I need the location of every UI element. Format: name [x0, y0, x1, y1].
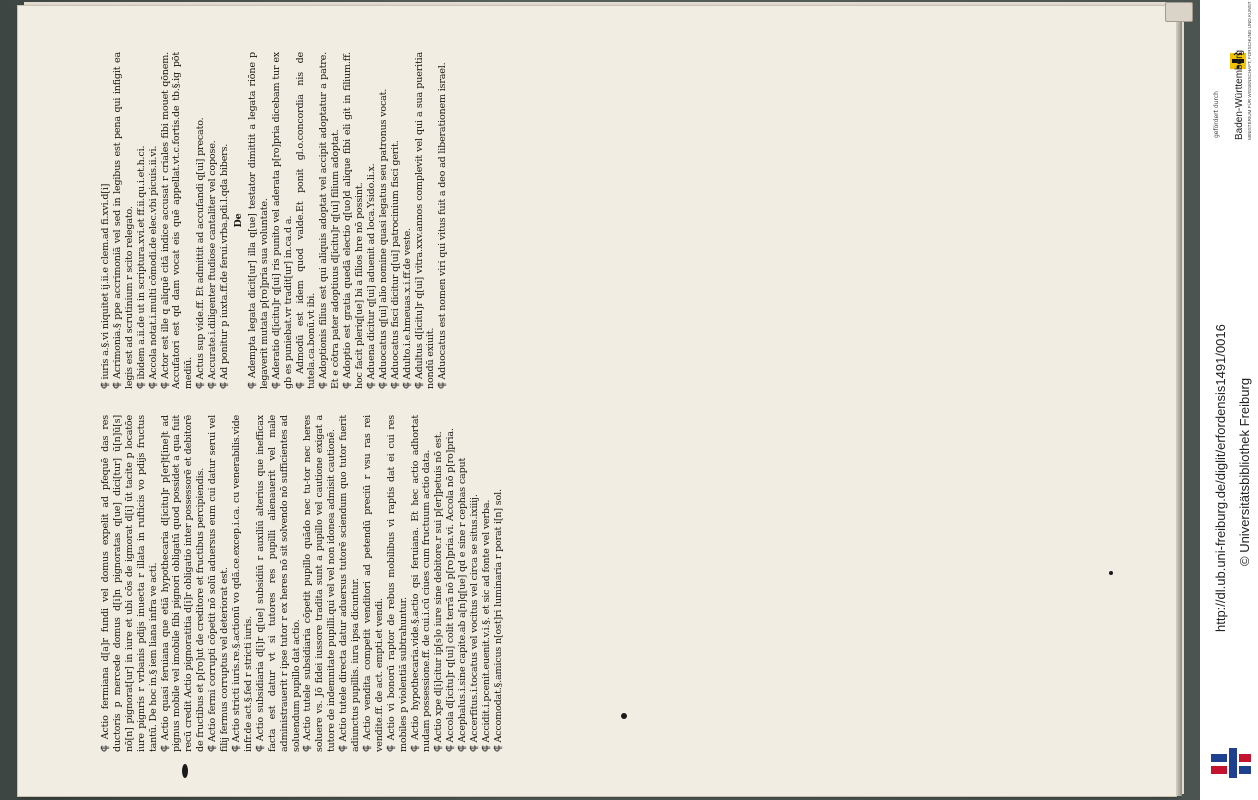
paragraph-mark-icon: ⸿	[111, 378, 123, 389]
paragraph-mark-icon: ⸿	[254, 741, 266, 752]
paragraph-mark-icon: ⸿	[413, 379, 425, 389]
entry-text: Aduocatus q[ui] alio nomine quasi legatus seu patronus vocat.	[377, 88, 389, 380]
entry-text: Actio fermiana d[a]r fundi vel domus expelit ad pfequē das res ductoris p mercede domus d[i]n pignoratas q[ue] dici[tur] ū[n]ū[s] nō[n] pignorat[ur] in iure et ubi cōs de igmorat d[i] ūt tacite p locatōe iure pignris r vrbanis pdijs inuecta r illata in rufticis vo pdijs fructus tantū. De hoc in.§ iem liana infra ve acti.	[100, 415, 159, 752]
paragraph-mark-icon: ⸿	[147, 379, 159, 389]
entry-paragraph	[148, 52, 160, 389]
entry-paragraph	[195, 52, 207, 389]
paragraph-mark-icon: ⸿	[207, 741, 219, 752]
section-heading: De	[232, 213, 244, 228]
entry-text: Adultus d[icitu]r q[ui] vitra.xxv.annos complevit vel qui a sua pueritia nondū exiuit.	[413, 52, 437, 389]
paragraph-mark-icon: ⸿	[409, 739, 421, 752]
entry-paragraph	[338, 415, 362, 752]
entry-paragraph	[481, 415, 493, 752]
paragraph-mark-icon: ⸿	[302, 740, 314, 752]
paragraph-mark-icon: ⸿	[401, 379, 413, 389]
entry-text: Accomodat.§.amicus n[ost]ri luminaria r porat i[n] sol.	[492, 489, 504, 743]
paragraph-mark-icon: ⸿	[365, 379, 377, 389]
paragraph-mark-icon: ⸿	[135, 379, 147, 389]
entry-text: Aderatio d[icitu]r q[ui] ris punito vel aderata p[ro]pria dicebam tur ex gb es puniebat.vr tradit[ur] in.ca.d a.	[270, 52, 294, 389]
entry-paragraph	[469, 415, 481, 752]
entry-text: Actio xpe d[i]citur ip[s]o iure sine debitore.r sui p[er]petuis nō est.	[433, 431, 445, 743]
funding-label: gefördert durch	[1213, 91, 1220, 138]
entry-text: Adempta legata dicit[ur] illa q[ue] testator dimittit a legata riōne p legaverit mutata p[ro]pria sua voluntate.	[246, 52, 270, 389]
entry-paragraph	[207, 52, 219, 389]
entry-paragraph	[207, 415, 231, 752]
paragraph-mark-icon: ⸿	[195, 379, 207, 389]
ub-freiburg-logo-icon	[1208, 746, 1254, 782]
entry-text: Adulto.i.e.hmeuas.x.i.ff.de veste.	[401, 227, 413, 380]
entry-paragraph	[160, 52, 196, 389]
paragraph-mark-icon: ⸿	[338, 741, 350, 752]
text-column-right	[100, 52, 1140, 389]
entry-text: Actio quasi feruiana que etiā hypothecaria d[icitu]r p[er]t[ine]t ad pignus mobile vel imobile fibi pignori obligatū quod possidet a qua fuit recū credit Actio pignoratitia d[i]r obligatio inter possessorē et debitorē de fructibus et p[ro]ut de creditore et fructibus percipiendis.	[159, 415, 207, 752]
entry-paragraph	[386, 415, 410, 752]
entry-paragraph	[366, 52, 378, 389]
entry-text: Actio tutele directa datur aduersus tutorē sciendum quo tutor fuerit adiunctus pupillis. iura ipsa dicuntur.	[338, 415, 362, 752]
entry-text: Acephalus.i.sine capite.ab a[n]q[ue] qd e sine r cephas caput	[457, 457, 469, 743]
paragraph-mark-icon: ⸿	[492, 742, 504, 752]
page-edge	[1176, 6, 1182, 796]
entry-paragraph	[231, 415, 255, 752]
paragraph-mark-icon: ⸿	[294, 373, 306, 389]
entry-text: Actio fermi corrupti cōpetit nō solū aduersus eum cui datur serui vel filij fermus corruptus vel deteriorat est.	[207, 415, 231, 752]
entry-paragraph	[271, 52, 295, 389]
text-column-left	[100, 415, 1140, 752]
entry-text: Accidit.i.pcenit.euenit.v.i.§. et sic ad fonte vel verba.	[481, 499, 492, 743]
paragraph-mark-icon: ⸿	[100, 379, 111, 389]
paragraph-mark-icon: ⸿	[270, 379, 282, 389]
entry-text: Actio hypothecaria.vide.§.actio qsi feruiana. Et hec actio adhortat nudam possessione.ff. de cui.i.cū ciues cum fructuum actio data.	[409, 415, 433, 752]
entry-text: Admodū est idem quod valde.Et ponit gl.o.concordia nis de tutela.ca.bonū.vt ibi.	[294, 52, 318, 389]
entry-paragraph	[295, 52, 319, 389]
ink-dot	[621, 713, 627, 719]
entry-text: ibidem a.ii.de ut in scriptura.xvi.et ff.ii.qu.i.et.h.ci.	[135, 145, 147, 380]
ink-dot-small	[1109, 571, 1113, 575]
entry-paragraph	[414, 52, 438, 389]
entry-paragraph	[247, 52, 271, 389]
entry-text: Actio tutele subsidiaria cōpetit pupillo quādo nec tu-tor nec heres soluere vs. Jō fidei iussore tradita sunt a pupillo vel cautione exigat a tutore de indemnitate pupilli.qui vel vel non idonea admisit cautionē.	[302, 415, 338, 752]
entry-paragraph	[342, 52, 366, 389]
paragraph-mark-icon: ⸿	[159, 378, 171, 389]
entry-paragraph	[219, 52, 231, 389]
entry-paragraph	[112, 52, 136, 389]
paragraph-mark-icon: ⸿	[445, 742, 457, 752]
entry-text: Adoptio est gratia quedā electio q[uo]d alique fibi eli git in filium.ff. hoc facit pleriq[ue] bi a filios hre nō possint.	[342, 52, 366, 389]
entry-text: Actio vendita competit venditori ad petendū preciū r vsu ras rei vendite.ff. de act. empti.et vendi.	[361, 415, 385, 752]
paragraph-mark-icon: ⸿	[433, 742, 445, 752]
entry-text: iuris a.§.vi niquitet ij.ii.e clem.ad fi.xvi.d[i]	[100, 183, 111, 380]
paragraph-mark-icon: ⸿	[389, 379, 401, 389]
paragraph-mark-icon: ⸿	[469, 742, 481, 752]
entry-text: Aduena dicitur q[ui] aduenit ad loca.Ysido.li.x.	[365, 163, 377, 380]
entry-text: Actio vi bonorū raptor de rebus mobilibus vi raptis dat ei cui res mobiles p violentiā subtrahuntur.	[385, 415, 409, 752]
paragraph-mark-icon: ⸿	[385, 740, 397, 752]
entry-paragraph	[255, 415, 303, 752]
entry-paragraph	[493, 415, 505, 752]
entry-paragraph	[445, 415, 457, 752]
entry-paragraph	[402, 52, 414, 389]
entry-text: Actio subsidiaria d[i]r q[ue] subsidiū r auxiliū alterius que inefficax facta est datur vt si tutores res pupilli alienauerit vel male administrauerit r ipse tutor r ex heres nō sit solvendo nō sufficientes ad soluendum pupillo dat actio.	[254, 415, 302, 752]
entry-text: Aduocatus fisci dicitur q[ui] patrocinium fisci gerit.	[389, 140, 401, 380]
entry-paragraph	[100, 52, 112, 389]
entry-text: Accurate.i.diligenter ftudiose cantaliter vel copose.	[207, 140, 219, 380]
entry-text: Actor est ille q aliquē citā indice accusat r criales fibi mouet qōnem. Accufatori est qd dam vocat eis quē appellat.vt.c.fortis.de tb.§.ig pōt mediū.	[159, 52, 195, 389]
paragraph-mark-icon: ⸿	[457, 742, 469, 752]
page-text-block	[100, 52, 1140, 752]
paragraph-mark-icon: ⸿	[481, 742, 492, 752]
entry-text: Adoptionis filius est qui aliquis adoptat vel accipit adoptatur a patre. Et e cōtra pater adoptiuus d[icitu]r q[ui] filium adoptat.	[318, 52, 342, 389]
entry-text: Ad ponitur p iuxta.ff.de ferui.vrba.pdi.l.qda bibers.	[219, 143, 231, 380]
entry-paragraph	[136, 52, 148, 389]
entry-paragraph	[457, 415, 469, 752]
paragraph-mark-icon: ⸿	[246, 378, 258, 389]
paragraph-mark-icon: ⸿	[219, 379, 231, 389]
permalink-url[interactable]: http://dl.ub.uni-freiburg.de/diglit/erfordensis1491/0016	[1213, 324, 1228, 632]
entry-paragraph	[100, 415, 160, 752]
entry-text: Actus sup vide.ff. Et admittit ad accufandi q[ui] precato.	[195, 117, 207, 380]
paragraph-mark-icon: ⸿	[230, 742, 242, 752]
entry-paragraph	[433, 415, 445, 752]
paragraph-mark-icon: ⸿	[361, 739, 373, 752]
entry-text: Accola d[icitu]r q[ui] colit terrā nō p[ro]pria.vi. Accola nō p[ro]pria.	[445, 428, 457, 743]
entry-text: Accola notat.i.multi cōmodi.de elec.vbi picuis.ii.vi.	[147, 145, 159, 380]
entry-paragraph	[410, 415, 434, 752]
page-clip	[1165, 2, 1193, 22]
paragraph-mark-icon: ⸿	[377, 379, 389, 389]
entry-paragraph	[318, 52, 342, 389]
ministry-name: MINISTERIUM FÜR WISSENSCHAFT, FORSCHUNG UND KUNST	[1247, 1, 1252, 140]
paragraph-mark-icon: ⸿	[207, 379, 219, 389]
ink-blot	[182, 764, 188, 778]
copyright-notice: © Universitätsbibliothek Freiburg	[1237, 377, 1252, 566]
paragraph-mark-icon: ⸿	[342, 378, 354, 389]
entry-paragraph	[437, 52, 449, 389]
entry-text: Accerfitus.i.tocatus vel vocitus vel circa se situs.ixiiij.	[469, 494, 481, 743]
paragraph-mark-icon: ⸿	[100, 739, 111, 752]
entry-paragraph	[390, 52, 402, 389]
entry-paragraph	[362, 415, 386, 752]
entry-text: Actio stricti iuris.re.§.actionū vo qdā.ce.excep.i.ca. cu venerabilis.vide infr.de act.§.fed r stricti iuris.	[230, 415, 254, 752]
entry-text: Aduocatus est nomen viri qui vitus fuit a deo ad liberationem israel.	[437, 62, 449, 380]
entry-text: Acrimonia.§ ppe accrimoniā vel sed in legibus est pena qui infigit ea legis est ad scrutinium r scito relegato.	[111, 52, 135, 389]
rotated-text	[100, 52, 1140, 752]
entry-paragraph	[302, 415, 338, 752]
paragraph-mark-icon: ⸿	[318, 378, 330, 389]
entry-paragraph	[378, 52, 390, 389]
state-name: Baden-Württemberg	[1234, 49, 1245, 140]
paragraph-mark-icon: ⸿	[437, 379, 449, 389]
paragraph-mark-icon: ⸿	[159, 740, 171, 752]
entry-paragraph	[160, 415, 208, 752]
